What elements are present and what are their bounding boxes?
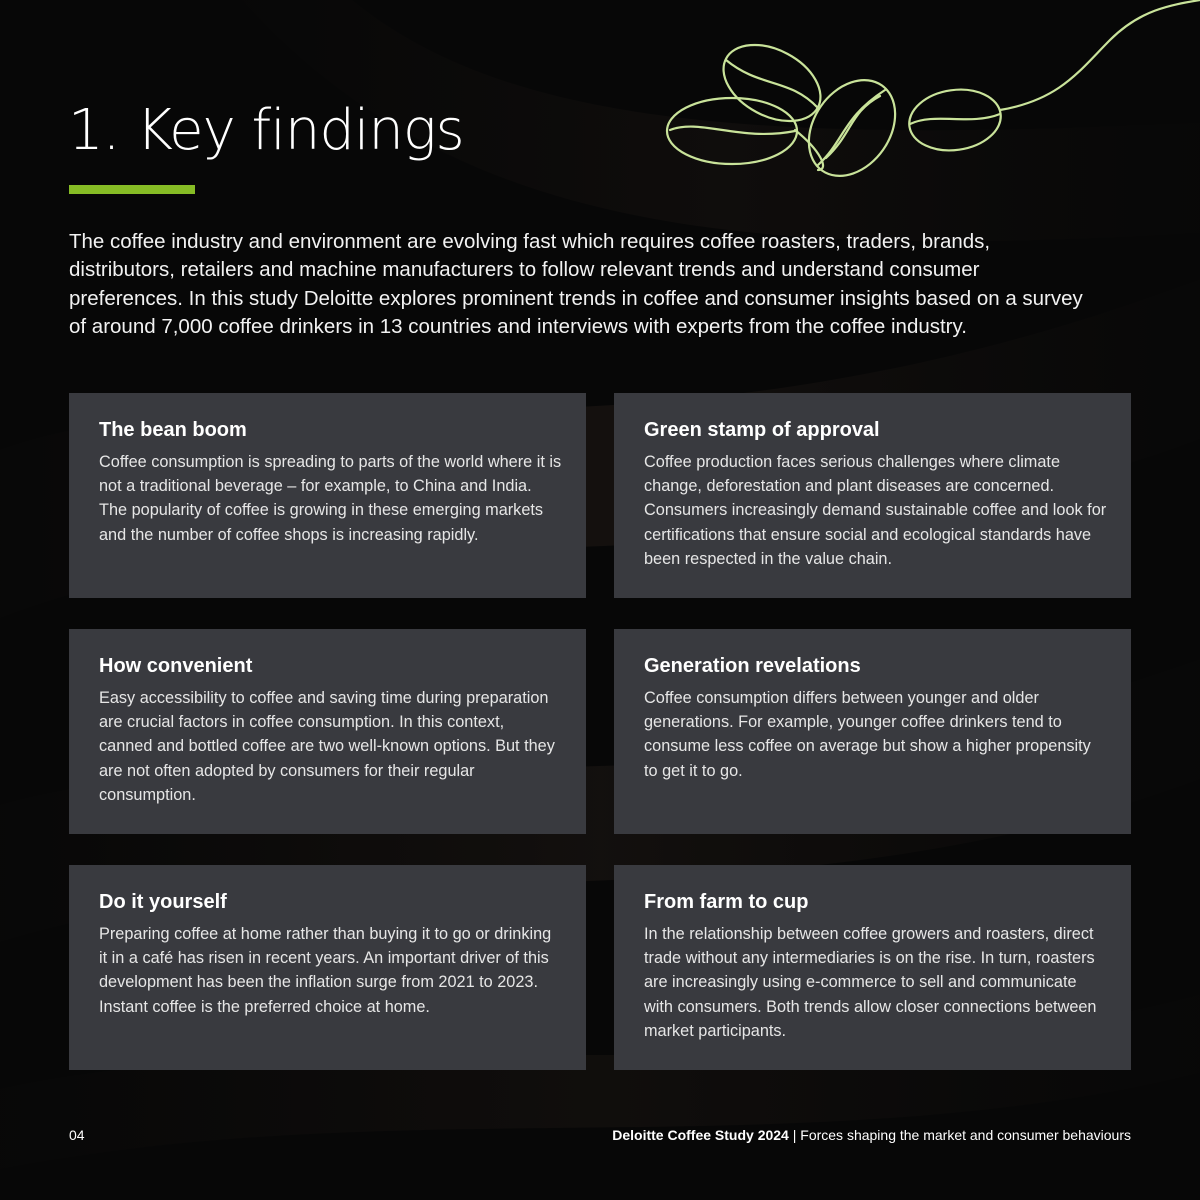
footer-separator: | bbox=[788, 1127, 801, 1143]
card-title: Do it yourself bbox=[99, 891, 227, 913]
finding-card-farm-to-cup bbox=[614, 865, 1131, 1070]
card-body: Preparing coffee at home rather than buying it to go or drinking it in a café has risen in recent years. An important driver of this development has been the inflation surge from 2021 to 2023. Instant coffee is the preferred choice at home. bbox=[99, 925, 552, 1016]
title-accent-bar bbox=[69, 185, 195, 194]
card-body: Coffee production faces serious challenges where climate change, deforestation and plant diseases are concerned. Consumers increasingly demand sustainable coffee and look for certifications that ensure social and ecological standards have been respected in the value chain. bbox=[644, 453, 1107, 568]
card-body: Easy accessibility to coffee and saving time during preparation are crucial factors in coffee consumption. In this context, canned and bottled coffee are two well-known options. But they are not often adopted by consumers for their regular consumption. bbox=[99, 689, 555, 804]
footer-subtitle: Forces shaping the market and consumer behaviours bbox=[800, 1127, 1131, 1143]
footer-brand: Deloitte Coffee Study 2024 bbox=[612, 1127, 789, 1143]
finding-card-generation-revelations bbox=[614, 629, 1131, 834]
finding-card-how-convenient bbox=[69, 629, 586, 834]
card-title: Green stamp of approval bbox=[644, 419, 880, 441]
card-title: From farm to cup bbox=[644, 891, 809, 913]
page-number: 04 bbox=[69, 1127, 85, 1143]
finding-card-do-it-yourself bbox=[69, 865, 586, 1070]
finding-card-green-stamp bbox=[614, 393, 1131, 598]
intro-paragraph: The coffee industry and environment are evolving fast which requires coffee roasters, traders, brands, distributors, retailers and machine manufacturers to follow relevant trends and understand consumer preferences. In this study Deloitte explores prominent trends in coffee and consumer insights based on a survey of around 7,000 coffee drinkers in 13 countries and interviews with experts from the coffee industry. bbox=[69, 230, 1083, 338]
card-body: In the relationship between coffee growers and roasters, direct trade without any intermediaries is on the rise. In turn, roasters are increasingly using e-commerce to sell and communicate with consumers. Both trends allow closer connections between market participants. bbox=[644, 925, 1097, 1040]
finding-card-bean-boom bbox=[69, 393, 586, 598]
coffee-beans-illustration bbox=[660, 0, 1200, 190]
card-body: Coffee consumption differs between younger and older generations. For example, younger coffee drinkers tend to consume less coffee on average but show a higher propensity to get it to go. bbox=[644, 689, 1091, 780]
card-title: The bean boom bbox=[99, 419, 247, 441]
footer-publication-title bbox=[612, 1125, 1131, 1145]
card-title: How convenient bbox=[99, 655, 253, 677]
card-title: Generation revelations bbox=[644, 655, 861, 677]
card-body: Coffee consumption is spreading to parts of the world where it is not a traditional beverage – for example, to China and India. The popularity of coffee is growing in these emerging markets and the number of coffee shops is increasing rapidly. bbox=[99, 453, 562, 544]
page-title: 1. Key findings bbox=[68, 98, 464, 163]
